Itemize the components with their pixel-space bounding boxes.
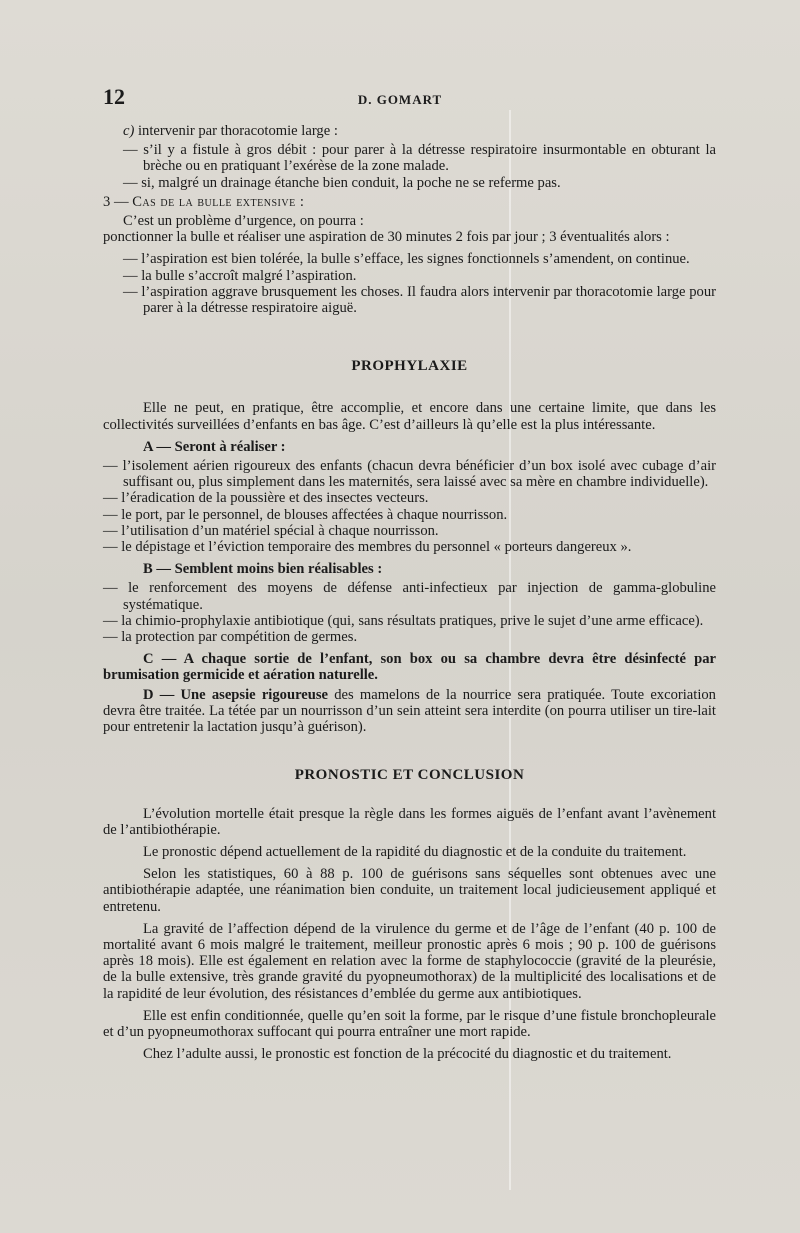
paragraph: L’évolution mortelle était presque la règle dans les formes aiguës de l’enfant avant l’avènement de l’antibiothérapie. bbox=[103, 805, 716, 838]
paragraph: Selon les statistiques, 60 à 88 p. 100 de guérisons sans séquelles sont obtenues avec une antibiothérapie adaptée, une réanimation bien conduite, un traitement local judicieusement appliqué et entretenu. bbox=[103, 866, 716, 915]
subsection-d-text: des mamelons de la nourrice sera pratiquée. Toute excoriation devra être traitée. La tétée par un nourrisson d’un sein atteint sera interdite (on pourra utiliser un tire-lait pour entretenir la lactation jusqu’à guérison). bbox=[103, 686, 716, 736]
subsection-a-title bbox=[103, 439, 716, 455]
subsection-b-title-text: B — Semblent moins bien réalisables : bbox=[143, 561, 383, 578]
section-3-heading bbox=[103, 194, 716, 210]
section-heading-prophylaxie: PROPHYLAXIE bbox=[351, 358, 468, 375]
item-c-label: c) bbox=[123, 123, 135, 139]
page-number: 12 bbox=[103, 84, 125, 109]
list-item: — si, malgré un drainage étanche bien conduit, la poche ne se referme pas. bbox=[123, 174, 561, 191]
list-item: — l’isolement aérien rigoureux des enfants (chacun devra bénéficier d’un box isolé avec cubage d’air suffisant ou, plus simplement dans les maternités, sera laissé avec sa mère en chambre individuelle). bbox=[103, 458, 716, 491]
subsection-c bbox=[103, 651, 716, 683]
subsection-b-title bbox=[103, 561, 716, 577]
list-item: — la bulle s’accroît malgré l’aspiration. bbox=[123, 267, 357, 284]
list-item: — la protection par compétition de germes. bbox=[103, 629, 358, 646]
paragraph: Chez l’adulte aussi, le pronostic est fonction de la précocité du diagnostic et du traitement. bbox=[143, 1046, 672, 1063]
section-3-prefix: 3 — bbox=[103, 193, 129, 210]
list-item: — la chimio-prophylaxie antibiotique (qui, sans résultats pratiques, prive le sujet d’une arme efficace). bbox=[103, 612, 704, 629]
paragraph: La gravité de l’affection dépend de la virulence du germe et de l’âge de l’enfant (40 p. 100 de mortalité avant 6 mois malgré le traitement, meilleur pronostic après 6 mois ; 90 p. 100 de guérisons après 18 mois). Elle est également en relation avec la forme de staphylococcie (gravité de la pleurésie, de la bulle extensive, très grande gravité du pyopneumothorax) de la multiplicité des localisations et de la rapidité de leur évolution, des résistances d’emblée du germe aux antibiotiques. bbox=[103, 920, 716, 1002]
list-item: — le port, par le personnel, de blouses affectées à chaque nourrisson. bbox=[103, 506, 508, 523]
subsection-a-title-text: A — Seront à réaliser : bbox=[143, 438, 286, 455]
paragraph: Elle ne peut, en pratique, être accomplie, et encore dans une certaine limite, que dans les collectivités surveillées d’enfants en bas âge. C’est d’ailleurs là qu’elle est la plus intéressante. bbox=[103, 400, 716, 433]
subsection-d bbox=[103, 687, 716, 736]
list-item: — l’aspiration aggrave brusquement les choses. Il faudra alors intervenir par thoracotomie large pour parer à la détresse respiratoire aiguë. bbox=[123, 283, 716, 317]
list-item: — l’aspiration est bien tolérée, la bulle s’efface, les signes fonctionnels s’amendent, on continue. bbox=[123, 251, 690, 268]
list-item: — l’éradication de la poussière et des insectes vecteurs. bbox=[103, 490, 429, 507]
running-header: D. GOMART bbox=[357, 92, 443, 107]
list-item: — le dépistage et l’éviction temporaire des membres du personnel « porteurs dangereux ». bbox=[103, 539, 632, 556]
item-c-text: intervenir par thoracotomie large : bbox=[138, 123, 338, 139]
paragraph: ponctionner la bulle et réaliser une aspiration de 30 minutes 2 fois par jour ; 3 éventualités alors : bbox=[103, 229, 670, 246]
subsection-c-text: C — A chaque sortie de l’enfant, son box ou sa chambre devra être désinfecté par brumisation germicide et aération naturelle. bbox=[103, 651, 716, 684]
paragraph: Le pronostic dépend actuellement de la rapidité du diagnostic et de la conduite du traitement. bbox=[143, 843, 687, 860]
list-item: — l’utilisation d’un matériel spécial à chaque nourrisson. bbox=[103, 522, 439, 539]
paragraph: C’est un problème d’urgence, on pourra : bbox=[123, 213, 364, 230]
section-3-title: Cas de la bulle extensive : bbox=[132, 193, 305, 210]
item-c bbox=[103, 123, 716, 139]
list-item: — le renforcement des moyens de défense anti-infectieux par injection de gamma-globuline systématique. bbox=[103, 580, 716, 613]
subsection-d-title: D — Une asepsie rigoureuse bbox=[143, 686, 329, 703]
section-heading-pronostic: PRONOSTIC ET CONCLUSION bbox=[294, 767, 525, 784]
page-body bbox=[103, 123, 716, 1062]
list-item: — s’il y a fistule à gros débit : pour parer à la détresse respiratoire insurmontable en obturant la brèche ou en pratiquant l’exérèse de la zone malade. bbox=[123, 142, 716, 175]
paragraph: Elle est enfin conditionnée, quelle qu’en soit la forme, par le risque d’une fistule bronchopleurale et d’un pyopneumothorax suffocant qui pourra entraîner une mort rapide. bbox=[103, 1007, 716, 1040]
